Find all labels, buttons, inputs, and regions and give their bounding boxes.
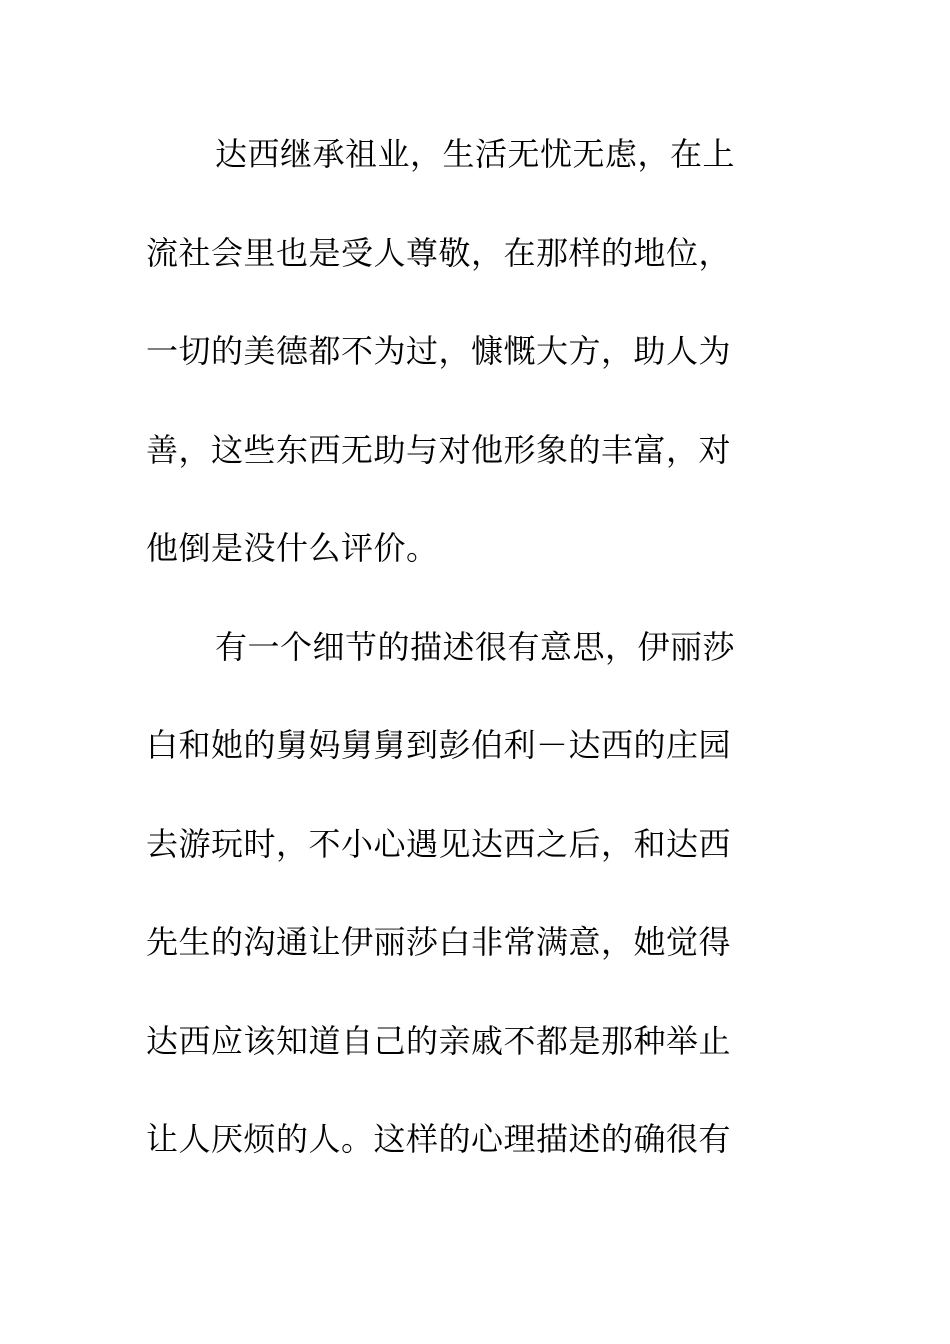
text-line: 去游玩时，不小心遇见达西之后，和达西 bbox=[146, 824, 732, 863]
paragraph-2 bbox=[146, 618, 786, 1209]
text-line: 善，这些东西无助与对他形象的丰富，对 bbox=[146, 430, 732, 469]
text-line: 白和她的舅妈舅舅到彭伯利－达西的庄园 bbox=[146, 726, 732, 764]
text-line: 达西继承祖业，生活无忧无虑，在上 bbox=[215, 135, 736, 173]
body-text bbox=[146, 125, 786, 1209]
text-line: 让人厌烦的人。这样的心理描述的确很有 bbox=[146, 1120, 732, 1158]
text-line: 流社会里也是受人尊敬，在那样的地位， bbox=[146, 233, 732, 272]
text-line: 达西应该知道自己的亲戚不都是那种举止 bbox=[146, 1021, 732, 1060]
text-line: 有一个细节的描述很有意思，伊丽莎 bbox=[215, 627, 736, 666]
text-line: 他倒是没什么评价。 bbox=[146, 529, 439, 567]
text-line: 先生的沟通让伊丽莎白非常满意，她觉得 bbox=[146, 923, 732, 961]
text-line: 一切的美德都不为过，慷慨大方，助人为 bbox=[146, 332, 732, 370]
paragraph-1 bbox=[146, 125, 786, 618]
